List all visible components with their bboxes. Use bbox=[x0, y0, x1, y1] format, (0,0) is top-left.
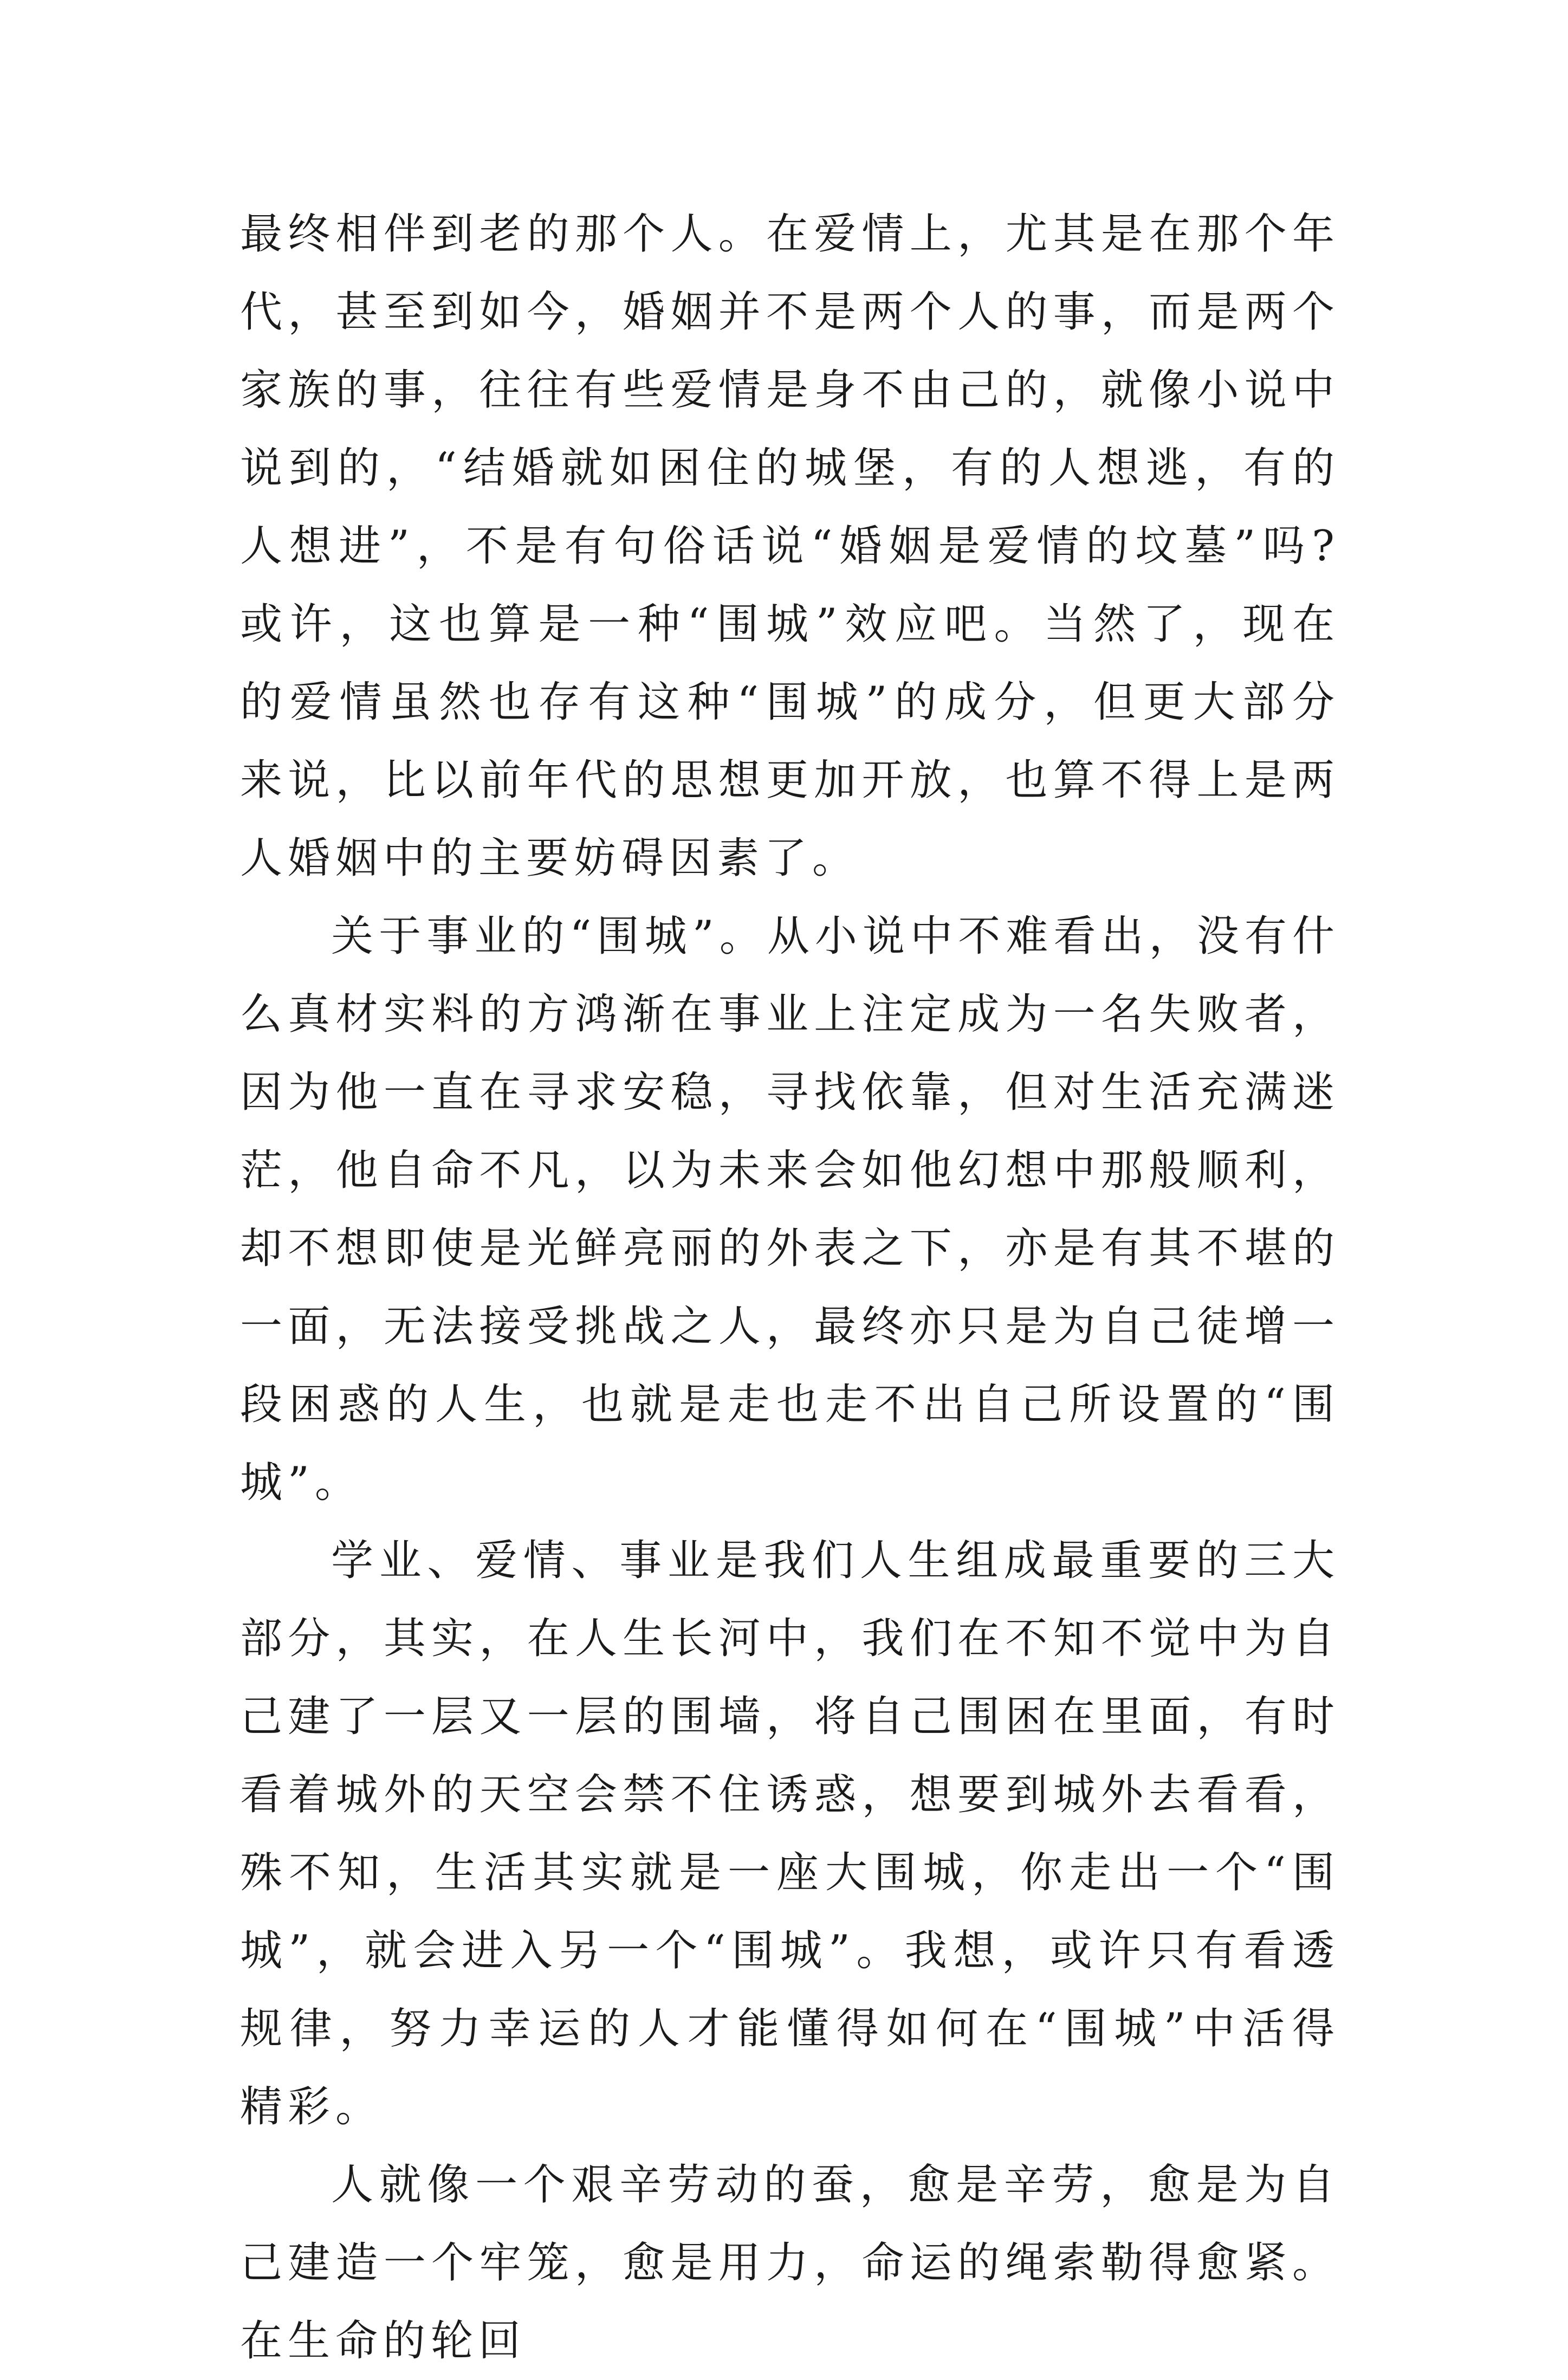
paragraph-life-siege: 学业、爱情、事业是我们人生组成最重要的三大部分，其实，在人生长河中，我们在不知不觉中为自己建了一层又一层的围墙，将自己围困在里面，有时看着城外的天空会禁不住诱惑，想要到城外去看看，殊不知，生活其实就是一座大围城，你走出一个“围城”，就会进入另一个“围城”。我想，或许只有看透规律，努力幸运的人才能懂得如何在“围城”中活得精彩。 bbox=[240, 1536, 1340, 2131]
body-text bbox=[240, 195, 1340, 2380]
paragraph-career-siege: 关于事业的“围城”。从小说中不难看出，没有什么真材实料的方鸿渐在事业上注定成为一名失败者，因为他一直在寻求安稳，寻找依靠，但对生活充满迷茫，他自命不凡，以为未来会如他幻想中那般顺利，却不想即使是光鲜亮丽的外表之下，亦是有其不堪的一面，无法接受挑战之人，最终亦只是为自己徒增一段困惑的人生，也就是走也走不出自己所设置的“围城”。 bbox=[240, 912, 1340, 1507]
paragraph-silkworm: 人就像一个艰辛劳动的蚕，愈是辛劳，愈是为自己建造一个牢笼，愈是用力，命运的绳索勒得愈紧。在生命的轮回 bbox=[240, 2161, 1340, 2365]
paragraph-continuation: 最终相伴到老的那个人。在爱情上，尤其是在那个年代，甚至到如今，婚姻并不是两个人的事，而是两个家族的事，往往有些爱情是身不由己的，就像小说中说到的，“结婚就如困住的城堡，有的人想逃，有的人想进”，不是有句俗话说“婚姻是爱情的坟墓”吗?或许，这也算是一种“围城”效应吧。当然了，现在的爱情虽然也存有这种“围城”的成分，但更大部分来说，比以前年代的思想更加开放，也算不得上是两人婚姻中的主要妨碍因素了。 bbox=[240, 210, 1340, 883]
